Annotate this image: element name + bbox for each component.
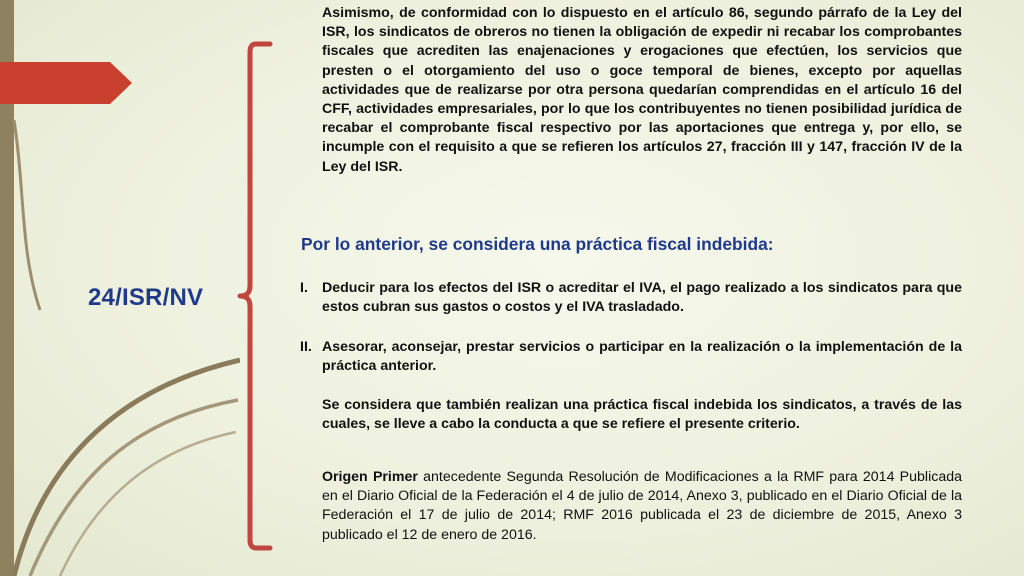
list-item — [300, 279, 962, 317]
intro-paragraph: Asimismo, de conformidad con lo dispuesto en el artículo 86, segundo párrafo de la Ley del ISR, los sindicatos de obreros no tienen la obligación de expedir ni recabar los comprobantes fiscales que acrediten las enajenaciones y erogaciones que efectúen, los servicios que presten o el otorgamiento del uso o goce temporal de bienes, excepto por aquellas actividades que de realizarse por otra persona quedarían comprendidas en el artículo 16 del CFF, actividades empresariales, por lo que los contribuyentes no tienen posibilidad jurídica de recabar el comprobante fiscal respectivo por las aportaciones que entrega y, por ello, se incumple con el requisito a que se refieren los artículos 27, fracción III y 147, fracción IV de la Ley del ISR. — [322, 5, 962, 175]
list-item — [300, 338, 962, 376]
also-paragraph: Se considera que también realizan una práctica fiscal indebida los sindicatos, a través de las cuales, se lleve a cabo la conducta a que se refiere el presente criterio. — [322, 397, 962, 433]
origin-paragraph — [322, 468, 962, 545]
origin-text: antecedente Segunda Resolución de Modificaciones a la RMF para 2014 Publicada en el Diario Oficial de la Federación el 4 de julio de 2014, Anexo 3, publicado en el Diario Oficial de la Federación el 17 de julio de 2014; RMF 2016 publicada el 23 de diciembre de 2015, Anexo 3 publicado el 12 de enero de 2016. — [322, 469, 962, 543]
list-item-text: Deducir para los efectos del ISR o acreditar el IVA, el pago realizado a los sindicatos para que estos cubran sus gastos o costos y el IVA trasladado. — [322, 280, 962, 316]
list-item-text: Asesorar, aconsejar, prestar servicios o participar en la realización o la implementación de la práctica anterior. — [322, 339, 962, 375]
criterion-code: 24/ISR/NV — [88, 284, 204, 311]
list-item-number: II. — [300, 339, 312, 355]
section-heading: Por lo anterior, se considera una práctica fiscal indebida: — [301, 234, 774, 254]
origin-label: Origen Primer — [322, 469, 418, 485]
red-arrow-pointer — [0, 58, 140, 108]
list-item-number: I. — [300, 280, 308, 296]
red-bracket — [236, 40, 276, 552]
